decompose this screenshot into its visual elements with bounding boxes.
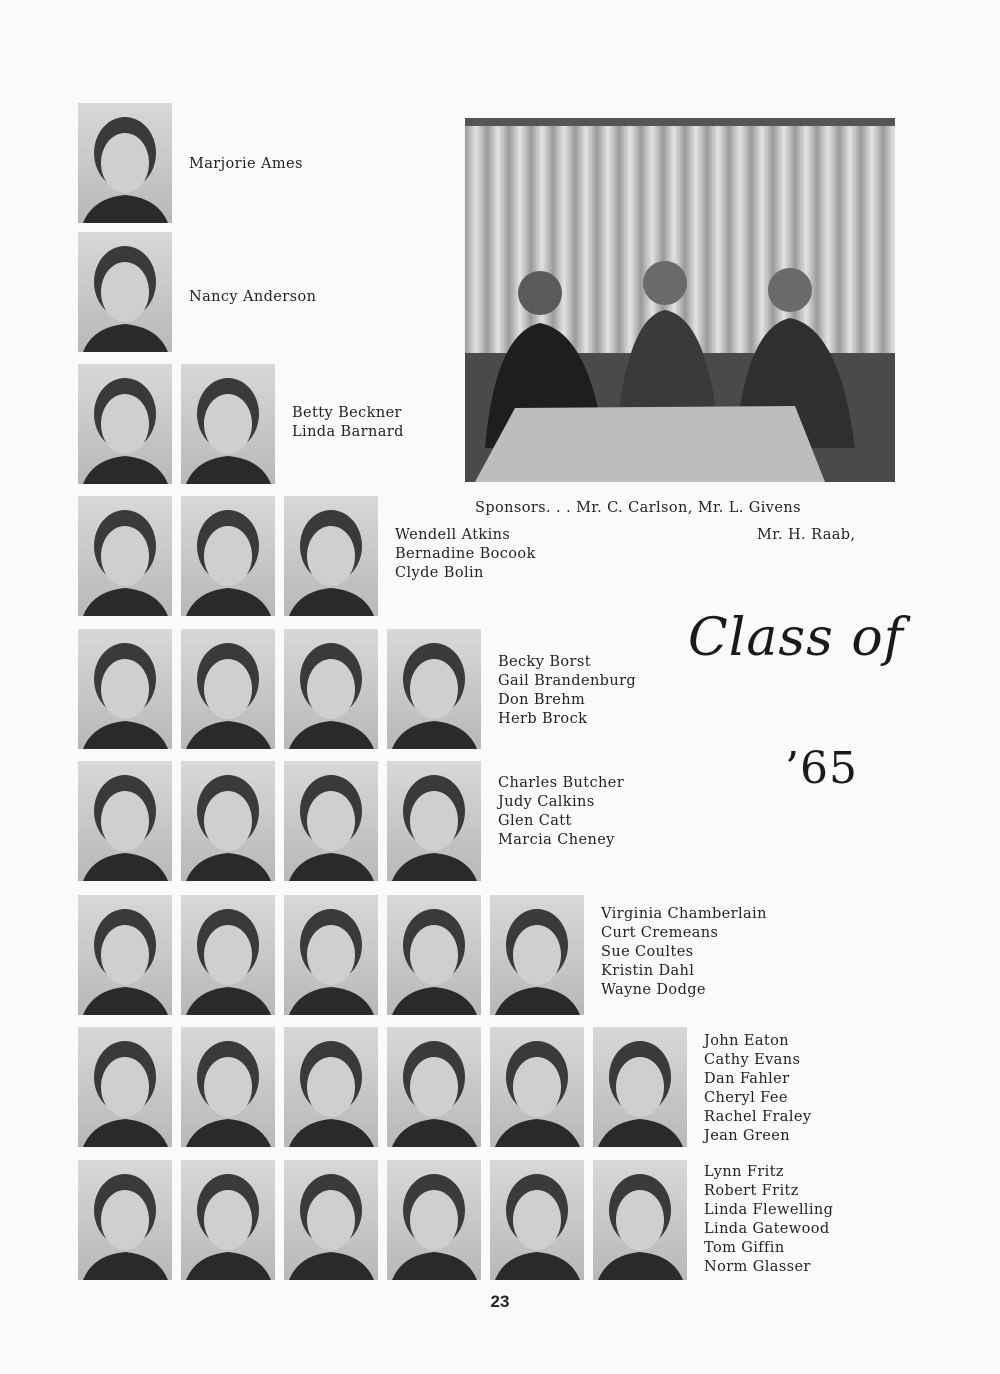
- page-number: 23: [490, 1292, 510, 1311]
- student-photo: [284, 1160, 378, 1280]
- student-photo: [78, 629, 172, 749]
- student-photo: [181, 629, 275, 749]
- student-names: [189, 288, 316, 307]
- portrait-face: [204, 659, 252, 719]
- student-name: Tom Giffin: [704, 1240, 785, 1256]
- portrait-silhouette: [181, 1160, 275, 1280]
- student-names: [292, 404, 404, 442]
- student-name: Sue Coultes: [601, 944, 694, 960]
- student-name: Cathy Evans: [704, 1052, 801, 1068]
- portrait-shoulders: [186, 1119, 271, 1147]
- student-name: Marjorie Ames: [189, 156, 303, 172]
- student-photo: [181, 364, 275, 484]
- class-title-line2: ’65: [785, 743, 858, 794]
- portrait-face: [513, 1190, 561, 1250]
- portrait-shoulders: [598, 1252, 683, 1280]
- student-photo: [78, 895, 172, 1015]
- student-name: Cheryl Fee: [704, 1090, 788, 1106]
- portrait-shoulders: [186, 721, 271, 749]
- student-row-9: [78, 1160, 833, 1280]
- portrait-face: [410, 925, 458, 985]
- student-name: Clyde Bolin: [395, 565, 484, 581]
- portrait-shoulders: [495, 1252, 580, 1280]
- portrait-shoulders: [392, 987, 477, 1015]
- student-name: Linda Barnard: [292, 424, 404, 440]
- portrait-face: [513, 1057, 561, 1117]
- portrait-silhouette: [284, 895, 378, 1015]
- student-name: Wayne Dodge: [601, 982, 706, 998]
- student-photo: [490, 895, 584, 1015]
- portrait-shoulders: [83, 195, 168, 223]
- student-row-6: [78, 761, 624, 881]
- portrait-face: [410, 659, 458, 719]
- portrait-silhouette: [181, 895, 275, 1015]
- student-photo: [284, 761, 378, 881]
- portrait-face: [616, 1190, 664, 1250]
- class-title-line1: Class of: [688, 608, 904, 668]
- portrait-silhouette: [284, 629, 378, 749]
- student-photo: [387, 629, 481, 749]
- portrait-face: [204, 1057, 252, 1117]
- portrait-silhouette: [387, 1027, 481, 1147]
- student-photo: [78, 364, 172, 484]
- portrait-shoulders: [392, 721, 477, 749]
- portrait-silhouette: [78, 364, 172, 484]
- student-name: Linda Gatewood: [704, 1221, 830, 1237]
- student-name: Dan Fahler: [704, 1071, 790, 1087]
- portrait-face: [101, 1057, 149, 1117]
- sponsors-caption-line2: Mr. H. Raab,: [757, 527, 856, 543]
- portrait-face: [101, 659, 149, 719]
- portrait-shoulders: [83, 456, 168, 484]
- portrait-shoulders: [186, 456, 271, 484]
- student-name: Kristin Dahl: [601, 963, 695, 979]
- portrait-face: [101, 1190, 149, 1250]
- student-name: Curt Cremeans: [601, 925, 719, 941]
- portrait-silhouette: [181, 761, 275, 881]
- student-photo: [78, 1027, 172, 1147]
- portrait-face: [101, 262, 149, 322]
- student-photo: [78, 103, 172, 223]
- portrait-shoulders: [83, 853, 168, 881]
- student-name: Linda Flewelling: [704, 1202, 834, 1218]
- portrait-shoulders: [289, 987, 374, 1015]
- portrait-silhouette: [78, 103, 172, 223]
- portrait-silhouette: [78, 761, 172, 881]
- portrait-silhouette: [593, 1160, 687, 1280]
- portrait-face: [410, 1190, 458, 1250]
- portrait-shoulders: [495, 1119, 580, 1147]
- student-name: Herb Brock: [498, 711, 588, 727]
- portrait-silhouette: [284, 1027, 378, 1147]
- student-photo: [181, 1160, 275, 1280]
- student-names: [395, 526, 536, 583]
- sponsors-caption-line1: Sponsors. . . Mr. C. Carlson, Mr. L. Givens: [475, 500, 801, 516]
- portrait-shoulders: [83, 1119, 168, 1147]
- portrait-face: [307, 659, 355, 719]
- student-photo: [490, 1027, 584, 1147]
- student-name: Virginia Chamberlain: [601, 906, 767, 922]
- student-names: [189, 155, 303, 174]
- student-photo: [284, 629, 378, 749]
- portrait-shoulders: [289, 1119, 374, 1147]
- student-name: Rachel Fraley: [704, 1109, 812, 1125]
- student-photo: [181, 1027, 275, 1147]
- student-row-3: [78, 364, 404, 484]
- student-row-2: [78, 232, 316, 352]
- portrait-silhouette: [593, 1027, 687, 1147]
- portrait-silhouette: [78, 232, 172, 352]
- portrait-shoulders: [495, 987, 580, 1015]
- student-photo: [181, 895, 275, 1015]
- portrait-shoulders: [392, 853, 477, 881]
- portrait-shoulders: [186, 588, 271, 616]
- student-name: Norm Glasser: [704, 1259, 811, 1275]
- student-photo: [78, 496, 172, 616]
- student-name: Nancy Anderson: [189, 289, 317, 305]
- student-names: [704, 1032, 811, 1146]
- portrait-face: [204, 394, 252, 454]
- student-name: Judy Calkins: [498, 794, 595, 810]
- student-photo: [284, 1027, 378, 1147]
- portrait-shoulders: [289, 721, 374, 749]
- student-names: [601, 905, 767, 1000]
- student-photo: [78, 761, 172, 881]
- student-name: John Eaton: [704, 1033, 789, 1049]
- student-photo: [78, 232, 172, 352]
- portrait-shoulders: [83, 1252, 168, 1280]
- portrait-silhouette: [78, 1027, 172, 1147]
- portrait-shoulders: [186, 987, 271, 1015]
- student-name: Bernadine Bocook: [395, 546, 536, 562]
- portrait-silhouette: [284, 761, 378, 881]
- portrait-shoulders: [83, 987, 168, 1015]
- student-name: Charles Butcher: [498, 775, 625, 791]
- student-photo: [490, 1160, 584, 1280]
- student-name: Lynn Fritz: [704, 1164, 784, 1180]
- student-photo: [181, 496, 275, 616]
- portrait-silhouette: [78, 496, 172, 616]
- portrait-silhouette: [490, 1027, 584, 1147]
- portrait-face: [307, 1057, 355, 1117]
- portrait-shoulders: [392, 1119, 477, 1147]
- portrait-silhouette: [284, 1160, 378, 1280]
- portrait-silhouette: [181, 629, 275, 749]
- portrait-face: [204, 925, 252, 985]
- portrait-silhouette: [387, 629, 481, 749]
- portrait-silhouette: [490, 895, 584, 1015]
- portrait-silhouette: [181, 1027, 275, 1147]
- student-name: Wendell Atkins: [395, 527, 511, 543]
- portrait-silhouette: [490, 1160, 584, 1280]
- student-name: Glen Catt: [498, 813, 572, 829]
- portrait-face: [410, 791, 458, 851]
- portrait-shoulders: [186, 1252, 271, 1280]
- student-photo: [387, 895, 481, 1015]
- student-row-5: [78, 629, 636, 749]
- student-name: Robert Fritz: [704, 1183, 799, 1199]
- student-name: Don Brehm: [498, 692, 586, 708]
- portrait-silhouette: [284, 496, 378, 616]
- student-row-4: [78, 496, 536, 616]
- student-name: Becky Borst: [498, 654, 591, 670]
- portrait-face: [101, 526, 149, 586]
- portrait-silhouette: [78, 629, 172, 749]
- student-photo: [593, 1027, 687, 1147]
- portrait-shoulders: [289, 1252, 374, 1280]
- portrait-shoulders: [289, 853, 374, 881]
- portrait-silhouette: [387, 1160, 481, 1280]
- portrait-face: [101, 925, 149, 985]
- student-row-1: [78, 103, 303, 223]
- portrait-shoulders: [289, 588, 374, 616]
- portrait-silhouette: [181, 496, 275, 616]
- sponsors-photo: [465, 118, 895, 482]
- portrait-face: [307, 1190, 355, 1250]
- student-names: [498, 774, 624, 850]
- student-photo: [181, 761, 275, 881]
- portrait-shoulders: [83, 324, 168, 352]
- portrait-silhouette: [78, 1160, 172, 1280]
- portrait-face: [307, 925, 355, 985]
- portrait-shoulders: [598, 1119, 683, 1147]
- student-photo: [284, 496, 378, 616]
- student-photo: [387, 761, 481, 881]
- student-photo: [387, 1027, 481, 1147]
- student-name: Jean Green: [704, 1128, 791, 1144]
- portrait-face: [307, 526, 355, 586]
- portrait-face: [101, 791, 149, 851]
- portrait-face: [204, 1190, 252, 1250]
- portrait-silhouette: [387, 895, 481, 1015]
- portrait-face: [616, 1057, 664, 1117]
- student-names: [704, 1163, 833, 1277]
- portrait-face: [204, 791, 252, 851]
- student-name: Gail Brandenburg: [498, 673, 637, 689]
- portrait-shoulders: [392, 1252, 477, 1280]
- portrait-face: [204, 526, 252, 586]
- portrait-face: [410, 1057, 458, 1117]
- portrait-shoulders: [83, 721, 168, 749]
- student-photo: [284, 895, 378, 1015]
- portrait-shoulders: [83, 588, 168, 616]
- student-photo: [387, 1160, 481, 1280]
- portrait-silhouette: [78, 895, 172, 1015]
- portrait-silhouette: [181, 364, 275, 484]
- portrait-shoulders: [186, 853, 271, 881]
- student-names: [498, 653, 636, 729]
- portrait-face: [307, 791, 355, 851]
- student-name: Marcia Cheney: [498, 832, 615, 848]
- student-row-7: [78, 895, 767, 1015]
- portrait-silhouette: [387, 761, 481, 881]
- portrait-face: [101, 394, 149, 454]
- student-photo: [593, 1160, 687, 1280]
- portrait-face: [101, 133, 149, 193]
- student-photo: [78, 1160, 172, 1280]
- student-name: Betty Beckner: [292, 405, 402, 421]
- sponsors-photo-image: [465, 118, 895, 482]
- portrait-face: [513, 925, 561, 985]
- student-row-8: [78, 1027, 811, 1147]
